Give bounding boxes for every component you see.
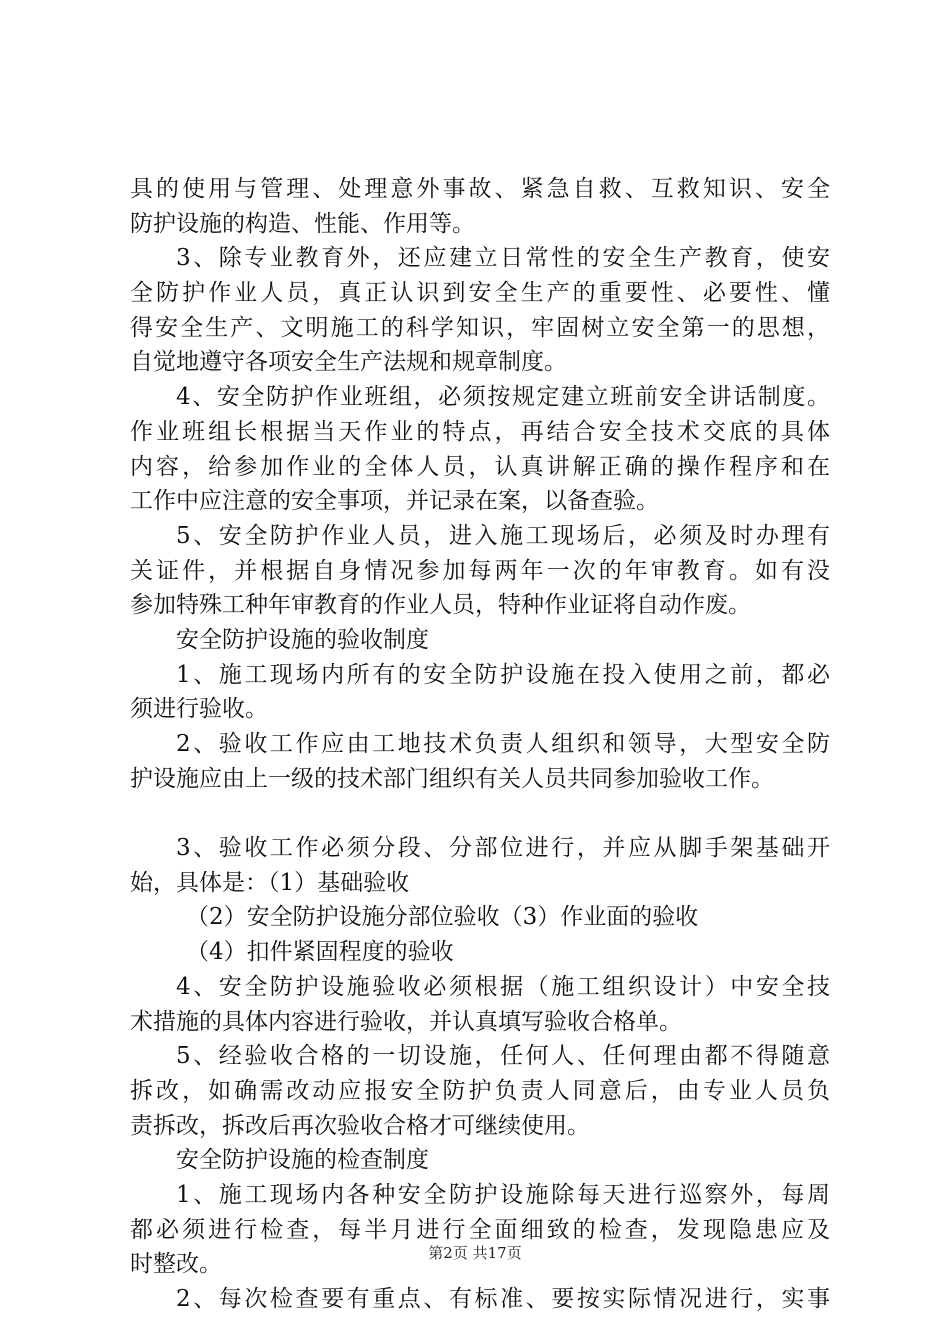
text-line: 2、验收工作应由工地技术负责人组织和领导，大型安全防 [176, 731, 830, 757]
text-line: 5、经验收合格的一切设施，任何人、任何理由都不得随意 [176, 1043, 830, 1070]
text-line: 4、安全防护设施验收必须根据（施工组织设计）中安全技 [176, 973, 830, 1000]
text-line: 全防护作业人员，真正认识到安全生产的重要性、必要性、懂 [130, 280, 830, 307]
text-line: 3、验收工作必须分段、分部位进行，并应从脚手架基础开 [176, 835, 830, 862]
text-line: 拆改，如确需改动应报安全防护负责人同意后，由专业人员负 [130, 1077, 830, 1104]
text-line: （2）安全防护设施分部位验收（3）作业面的验收 [186, 904, 699, 931]
text-line: 4、安全防护作业班组，必须按规定建立班前安全讲话制度。 [176, 384, 830, 411]
text-line: 须进行验收。 [130, 696, 268, 723]
text-line: 工作中应注意的安全事项，并记录在案，以备查验。 [130, 488, 659, 515]
text-line: 自觉地遵守各项安全生产法规和规章制度。 [130, 349, 567, 376]
text-line: 3、除专业教育外，还应建立日常性的安全生产教育，使安 [176, 245, 830, 272]
text-line: 都必须进行检查，每半月进行全面细致的检查，发现隐患应及 [130, 1216, 830, 1243]
text-line: 关证件，并根据自身情况参加每两年一次的年审教育。如有没 [130, 557, 830, 584]
text-line: 始，具体是：（1）基础验收 [130, 869, 410, 896]
document-body [130, 172, 830, 1317]
section-heading: 安全防护设施的检查制度 [176, 1147, 429, 1174]
text-line: 1、施工现场内各种安全防护设施除每天进行巡察外，每周 [176, 1181, 830, 1208]
section-heading: 安全防护设施的验收制度 [176, 626, 429, 653]
text-line: 参加特殊工种年审教育的作业人员，特种作业证将自动作废。 [130, 592, 751, 619]
page-number-footer: 第2页 共17页 [428, 1244, 522, 1262]
text-line: 具的使用与管理、处理意外事故、紧急自救、互救知识、安全 [130, 176, 830, 202]
text-line: 1、施工现场内所有的安全防护设施在投入使用之前，都必 [176, 661, 830, 688]
text-line: 术措施的具体内容进行验收，并认真填写验收合格单。 [130, 1008, 682, 1035]
text-line: （4）扣件紧固程度的验收 [186, 939, 454, 966]
blank-line [130, 796, 830, 831]
text-line: 防护设施的构造、性能、作用等。 [130, 210, 475, 237]
text-line: 内容，给参加作业的全体人员，认真讲解正确的操作程序和在 [130, 453, 830, 480]
text-line: 责拆改，拆改后再次验收合格才可继续使用。 [130, 1112, 590, 1139]
text-line: 护设施应由上一级的技术部门组织有关人员共同参加验收工作。 [130, 765, 774, 792]
text-line: 时整改。 [130, 1251, 222, 1278]
text-line: 作业班组长根据当天作业的特点，再结合安全技术交底的具体 [130, 418, 830, 445]
text-line: 得安全生产、文明施工的科学知识，牢固树立安全第一的思想， [130, 314, 830, 341]
text-line: 2、每次检查要有重点、有标准、要按实际情况进行，实事 [176, 1286, 830, 1312]
text-line: 5、安全防护作业人员，进入施工现场后，必须及时办理有 [176, 522, 830, 549]
